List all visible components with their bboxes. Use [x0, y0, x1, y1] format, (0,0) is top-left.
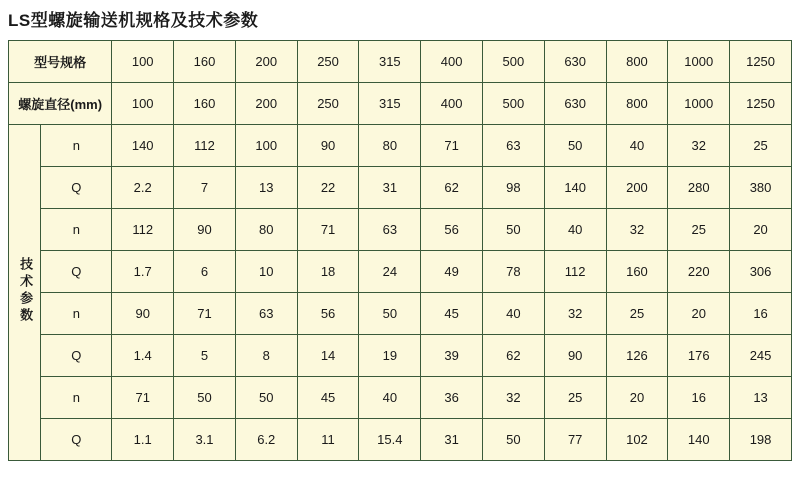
table-cell: 500 [483, 83, 545, 125]
table-cell: 49 [421, 251, 483, 293]
table-cell: 112 [112, 209, 174, 251]
table-cell: 500 [483, 41, 545, 83]
table-cell: 126 [606, 335, 668, 377]
row-header-diameter: 螺旋直径(mm) [9, 83, 112, 125]
table-cell: 400 [421, 41, 483, 83]
side-label-text: 技术参数 [18, 257, 34, 325]
table-row [9, 377, 792, 419]
table-cell: 100 [235, 125, 297, 167]
table-cell: 56 [421, 209, 483, 251]
table-cell: 200 [606, 167, 668, 209]
table-cell: 3.1 [174, 419, 236, 461]
table-cell: 1250 [730, 41, 792, 83]
table-cell: 32 [483, 377, 545, 419]
table-cell: 50 [359, 293, 421, 335]
table-cell: 19 [359, 335, 421, 377]
table-cell: 7 [174, 167, 236, 209]
table-cell: 5 [174, 335, 236, 377]
table-cell: 62 [421, 167, 483, 209]
row-symbol: n [41, 209, 112, 251]
table-cell: 11 [297, 419, 359, 461]
table-cell: 630 [544, 83, 606, 125]
table-cell: 90 [544, 335, 606, 377]
table-cell: 90 [297, 125, 359, 167]
table-cell: 63 [235, 293, 297, 335]
table-cell: 1250 [730, 83, 792, 125]
table-cell: 250 [297, 41, 359, 83]
table-cell: 25 [668, 209, 730, 251]
table-cell: 56 [297, 293, 359, 335]
table-cell: 140 [112, 125, 174, 167]
row-symbol: Q [41, 335, 112, 377]
table-cell: 160 [174, 41, 236, 83]
table-cell: 176 [668, 335, 730, 377]
table-cell: 45 [421, 293, 483, 335]
row-symbol: Q [41, 419, 112, 461]
table-cell: 245 [730, 335, 792, 377]
table-cell: 40 [483, 293, 545, 335]
table-cell: 50 [483, 209, 545, 251]
table-cell: 90 [112, 293, 174, 335]
table-cell: 306 [730, 251, 792, 293]
table-cell: 18 [297, 251, 359, 293]
table-row [9, 251, 792, 293]
row-header-model: 型号规格 [9, 41, 112, 83]
table-row-model [9, 41, 792, 83]
table-cell: 40 [359, 377, 421, 419]
table-cell: 71 [421, 125, 483, 167]
row-symbol: n [41, 377, 112, 419]
table-cell: 380 [730, 167, 792, 209]
table-cell: 112 [174, 125, 236, 167]
table-cell: 13 [235, 167, 297, 209]
table-row [9, 335, 792, 377]
table-cell: 31 [421, 419, 483, 461]
table-cell: 20 [730, 209, 792, 251]
table-cell: 1.7 [112, 251, 174, 293]
table-cell: 630 [544, 41, 606, 83]
table-cell: 6.2 [235, 419, 297, 461]
table-cell: 25 [544, 377, 606, 419]
table-cell: 198 [730, 419, 792, 461]
table-cell: 50 [174, 377, 236, 419]
table-cell: 112 [544, 251, 606, 293]
table-cell: 63 [359, 209, 421, 251]
table-cell: 32 [668, 125, 730, 167]
table-cell: 16 [730, 293, 792, 335]
table-cell: 13 [730, 377, 792, 419]
table-cell: 39 [421, 335, 483, 377]
table-cell: 25 [606, 293, 668, 335]
specification-table [8, 40, 792, 461]
table-cell: 400 [421, 83, 483, 125]
table-cell: 90 [174, 209, 236, 251]
table-cell: 2.2 [112, 167, 174, 209]
table-cell: 20 [606, 377, 668, 419]
table-cell: 315 [359, 41, 421, 83]
table-cell: 250 [297, 83, 359, 125]
table-row-diameter [9, 83, 792, 125]
table-cell: 50 [235, 377, 297, 419]
table-cell: 140 [668, 419, 730, 461]
table-cell: 80 [235, 209, 297, 251]
table-cell: 32 [544, 293, 606, 335]
table-cell: 800 [606, 41, 668, 83]
table-cell: 16 [668, 377, 730, 419]
table-row [9, 167, 792, 209]
table-cell: 140 [544, 167, 606, 209]
table-cell: 1000 [668, 83, 730, 125]
table-cell: 32 [606, 209, 668, 251]
table-cell: 220 [668, 251, 730, 293]
table-cell: 8 [235, 335, 297, 377]
table-cell: 36 [421, 377, 483, 419]
table-cell: 80 [359, 125, 421, 167]
table-cell: 102 [606, 419, 668, 461]
side-label-technical-parameters [9, 125, 41, 461]
table-cell: 100 [112, 83, 174, 125]
table-cell: 25 [730, 125, 792, 167]
table-row [9, 209, 792, 251]
table-cell: 40 [606, 125, 668, 167]
table-cell: 15.4 [359, 419, 421, 461]
row-symbol: Q [41, 167, 112, 209]
table-cell: 160 [606, 251, 668, 293]
table-row [9, 419, 792, 461]
table-cell: 98 [483, 167, 545, 209]
table-cell: 62 [483, 335, 545, 377]
table-cell: 71 [297, 209, 359, 251]
table-cell: 71 [174, 293, 236, 335]
table-cell: 1.4 [112, 335, 174, 377]
table-cell: 78 [483, 251, 545, 293]
table-cell: 280 [668, 167, 730, 209]
table-cell: 10 [235, 251, 297, 293]
table-cell: 100 [112, 41, 174, 83]
table-cell: 200 [235, 41, 297, 83]
table-cell: 160 [174, 83, 236, 125]
table-cell: 40 [544, 209, 606, 251]
table-cell: 20 [668, 293, 730, 335]
table-cell: 1000 [668, 41, 730, 83]
table-cell: 50 [483, 419, 545, 461]
table-cell: 50 [544, 125, 606, 167]
table-cell: 6 [174, 251, 236, 293]
table-cell: 77 [544, 419, 606, 461]
table-cell: 800 [606, 83, 668, 125]
row-symbol: n [41, 125, 112, 167]
table-row [9, 125, 792, 167]
table-row [9, 293, 792, 335]
table-cell: 1.1 [112, 419, 174, 461]
table-cell: 200 [235, 83, 297, 125]
table-cell: 45 [297, 377, 359, 419]
table-cell: 63 [483, 125, 545, 167]
row-symbol: n [41, 293, 112, 335]
table-cell: 24 [359, 251, 421, 293]
table-cell: 14 [297, 335, 359, 377]
page-title: LS型螺旋输送机规格及技术参数 [8, 11, 259, 30]
row-symbol: Q [41, 251, 112, 293]
table-cell: 71 [112, 377, 174, 419]
table-cell: 315 [359, 83, 421, 125]
table-cell: 31 [359, 167, 421, 209]
table-cell: 22 [297, 167, 359, 209]
